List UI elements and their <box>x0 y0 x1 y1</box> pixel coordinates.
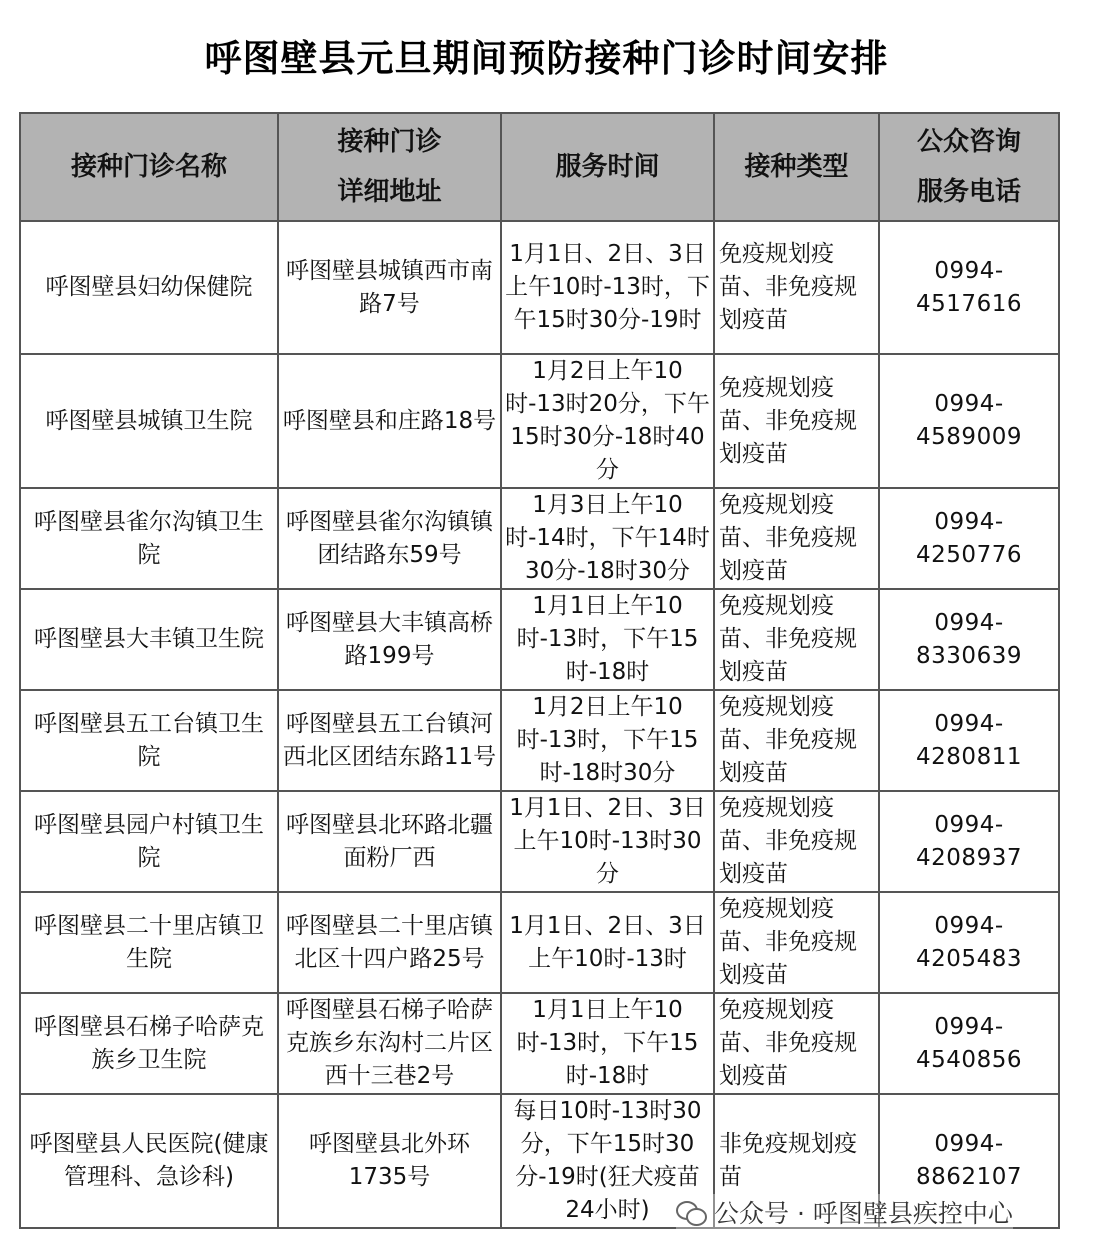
phone-number: 0994-4208937 <box>879 791 1059 892</box>
header-phone <box>879 113 1059 221</box>
header-address <box>278 113 501 221</box>
clinic-name: 呼图壁县二十里店镇卫生院 <box>20 892 278 993</box>
clinic-name: 呼图壁县人民医院(健康管理科、急诊科) <box>20 1094 278 1228</box>
schedule-table <box>19 112 1060 1229</box>
phone-number: 0994-4280811 <box>879 690 1059 791</box>
phone-number: 0994-4589009 <box>879 354 1059 488</box>
clinic-name: 呼图壁县城镇卫生院 <box>20 354 278 488</box>
service-time: 1月3日上午10时-14时，下午14时30分-18时30分 <box>501 488 714 589</box>
page-title: 呼图壁县元旦期间预防接种门诊时间安排 <box>204 37 889 80</box>
watermark-text: 公众号 · 呼图壁县疾控中心 <box>714 1199 1013 1228</box>
service-time: 每日10时-13时30分，下午15时30分-19时(狂犬疫苗24小时) <box>501 1094 714 1228</box>
clinic-address: 呼图壁县石梯子哈萨克族乡东沟村二片区西十三巷2号 <box>278 993 501 1094</box>
clinic-address: 呼图壁县北外环1735号 <box>278 1094 501 1228</box>
vaccine-type: 免疫规划疫苗、非免疫规划疫苗 <box>714 690 879 791</box>
header-service-time: 服务时间 <box>501 113 714 221</box>
header-address-line2: 详细地址 <box>337 177 442 207</box>
vaccine-type: 免疫规划疫苗、非免疫规划疫苗 <box>714 488 879 589</box>
table-row <box>20 354 1059 488</box>
vaccine-type: 免疫规划疫苗、非免疫规划疫苗 <box>714 589 879 690</box>
header-clinic-name: 接种门诊名称 <box>20 113 278 221</box>
clinic-name: 呼图壁县雀尔沟镇卫生院 <box>20 488 278 589</box>
clinic-address: 呼图壁县雀尔沟镇镇团结路东59号 <box>278 488 501 589</box>
clinic-address: 呼图壁县城镇西市南路7号 <box>278 221 501 354</box>
service-time: 1月1日、2日、3日上午10时-13时，下午15时30分-19时 <box>501 221 714 354</box>
service-time: 1月1日上午10时-13时，下午15时-18时 <box>501 993 714 1094</box>
table-row <box>20 221 1059 354</box>
clinic-address: 呼图壁县五工台镇河西北区团结东路11号 <box>278 690 501 791</box>
vaccine-type: 免疫规划疫苗、非免疫规划疫苗 <box>714 354 879 488</box>
clinic-address: 呼图壁县大丰镇高桥路199号 <box>278 589 501 690</box>
clinic-address: 呼图壁县二十里店镇北区十四户路25号 <box>278 892 501 993</box>
phone-number: 0994-4250776 <box>879 488 1059 589</box>
table-row <box>20 892 1059 993</box>
vaccine-type: 免疫规划疫苗、非免疫规划疫苗 <box>714 993 879 1094</box>
wechat-icon <box>676 1199 706 1225</box>
clinic-name: 呼图壁县园户村镇卫生院 <box>20 791 278 892</box>
phone-number: 0994-4540856 <box>879 993 1059 1094</box>
vaccine-type: 免疫规划疫苗、非免疫规划疫苗 <box>714 892 879 993</box>
clinic-name: 呼图壁县妇幼保健院 <box>20 221 278 354</box>
table-row <box>20 791 1059 892</box>
clinic-name: 呼图壁县大丰镇卫生院 <box>20 589 278 690</box>
vaccine-type: 非免疫规划疫苗 <box>714 1094 879 1228</box>
vaccine-type: 免疫规划疫苗、非免疫规划疫苗 <box>714 791 879 892</box>
phone-number: 0994-8862107 <box>879 1094 1059 1228</box>
clinic-name: 呼图壁县石梯子哈萨克族乡卫生院 <box>20 993 278 1094</box>
service-time: 1月2日上午10时-13时20分，下午15时30分-18时40分 <box>501 354 714 488</box>
header-address-line1: 接种门诊 <box>337 127 442 157</box>
service-time: 1月1日、2日、3日上午10时-13时 <box>501 892 714 993</box>
clinic-name: 呼图壁县五工台镇卫生院 <box>20 690 278 791</box>
vaccine-type: 免疫规划疫苗、非免疫规划疫苗 <box>714 221 879 354</box>
phone-number: 0994-4517616 <box>879 221 1059 354</box>
table-row <box>20 690 1059 791</box>
service-time: 1月1日上午10时-13时，下午15时-18时 <box>501 589 714 690</box>
table-row <box>20 589 1059 690</box>
service-time: 1月1日、2日、3日上午10时-13时30分 <box>501 791 714 892</box>
phone-number: 0994-8330639 <box>879 589 1059 690</box>
header-vaccine-type: 接种类型 <box>714 113 879 221</box>
clinic-address: 呼图壁县北环路北疆面粉厂西 <box>278 791 501 892</box>
header-phone-line1: 公众咨询 <box>916 127 1021 157</box>
watermark <box>676 1194 1013 1230</box>
clinic-address: 呼图壁县和庄路18号 <box>278 354 501 488</box>
service-time: 1月2日上午10时-13时，下午15时-18时30分 <box>501 690 714 791</box>
header-phone-line2: 服务电话 <box>916 177 1021 207</box>
table-row <box>20 488 1059 589</box>
table-row <box>20 993 1059 1094</box>
phone-number: 0994-4205483 <box>879 892 1059 993</box>
header-row <box>20 113 1059 221</box>
